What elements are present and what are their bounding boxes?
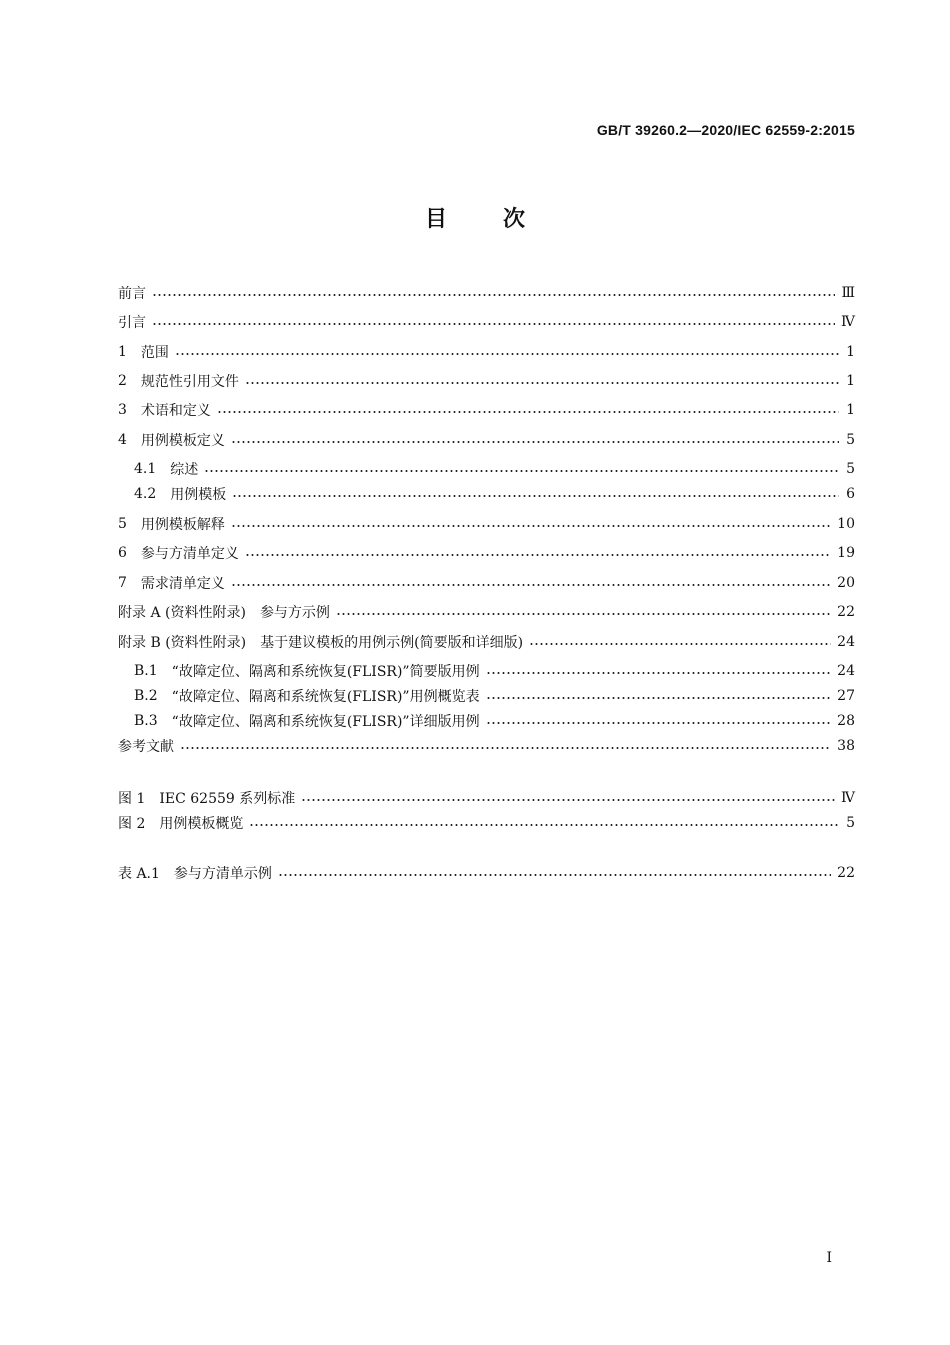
title-char-1: 目 bbox=[424, 207, 447, 232]
toc-entry-label: 基于建议模板的用例示例(简要版和详细版) bbox=[260, 635, 524, 651]
toc-entry-page: 10 bbox=[837, 516, 855, 532]
toc-leader-dots bbox=[217, 411, 839, 413]
toc-entry-scope[interactable] bbox=[118, 341, 855, 363]
toc-entry-label: 前言 bbox=[118, 286, 146, 302]
standard-code: GB/T 39260.2—2020/IEC 62559-2:2015 bbox=[596, 122, 855, 138]
toc-entry-label: 需求清单定义 bbox=[140, 576, 225, 592]
toc-entry-number: 5 bbox=[118, 516, 127, 532]
toc-entry-number: 3 bbox=[118, 402, 127, 418]
toc-entry-page: 27 bbox=[837, 688, 855, 704]
toc-entry-label: 用例模板 bbox=[170, 487, 227, 503]
toc-entry-table-a1[interactable] bbox=[118, 862, 855, 884]
toc-leader-dots bbox=[336, 613, 831, 615]
toc-entry-number: 4 bbox=[118, 432, 127, 448]
toc-entry-number: 图 1 bbox=[118, 791, 146, 807]
toc-entry-label: 引言 bbox=[118, 315, 146, 331]
toc-entry-number: 图 2 bbox=[118, 816, 146, 832]
toc-entry-figure-2[interactable] bbox=[118, 812, 855, 834]
toc-entry-number: 4.1 bbox=[134, 461, 157, 477]
toc-leader-dots bbox=[231, 584, 831, 586]
toc-entry-page: 20 bbox=[837, 575, 855, 591]
toc-entry-label: 参与方示例 bbox=[259, 605, 330, 621]
toc-entry-page: Ⅳ bbox=[841, 314, 855, 330]
toc-leader-dots bbox=[245, 554, 831, 556]
toc-leader-dots bbox=[486, 697, 832, 699]
toc-entry-number: 附录 A (资料性附录) bbox=[118, 605, 246, 621]
toc-leader-dots bbox=[180, 747, 831, 749]
toc-leader-dots bbox=[175, 353, 839, 355]
toc-entry-number: 表 A.1 bbox=[118, 866, 160, 882]
toc-entry-page: 1 bbox=[846, 344, 855, 360]
toc-entry-actor-list[interactable] bbox=[118, 542, 855, 564]
toc-leader-dots bbox=[486, 672, 832, 674]
toc-entry-label: 参与方清单示例 bbox=[173, 866, 272, 882]
toc-entry-annex-b1[interactable] bbox=[134, 660, 855, 682]
toc-entry-annex-a[interactable] bbox=[118, 601, 855, 623]
toc-entry-annex-b2[interactable] bbox=[134, 685, 855, 707]
toc-entry-label: 用例模板定义 bbox=[140, 433, 225, 449]
toc-leader-dots bbox=[204, 470, 839, 472]
toc-entry-annex-b3[interactable] bbox=[134, 710, 855, 732]
toc-entry-page: 22 bbox=[837, 865, 855, 881]
toc-leader-dots bbox=[231, 441, 839, 443]
toc-entry-figure-1[interactable] bbox=[118, 787, 855, 809]
toc-entry-foreword[interactable] bbox=[118, 282, 855, 304]
toc-entry-page: 5 bbox=[846, 815, 855, 831]
toc-entry-number: 4.2 bbox=[134, 486, 157, 502]
toc-entry-number: 附录 B (资料性附录) bbox=[118, 635, 247, 651]
toc-entry-terms-definitions[interactable] bbox=[118, 399, 855, 421]
toc-entry-number: 1 bbox=[118, 344, 127, 360]
toc-entry-page: Ⅲ bbox=[841, 285, 855, 301]
toc-entry-label: 参与方清单定义 bbox=[140, 546, 239, 562]
toc-entry-label: IEC 62559 系列标准 bbox=[159, 791, 296, 807]
toc-entry-overview[interactable] bbox=[134, 458, 855, 480]
toc-entry-label: 术语和定义 bbox=[140, 403, 211, 419]
toc-entry-bibliography[interactable] bbox=[118, 735, 855, 757]
page-title bbox=[0, 202, 950, 233]
toc-entry-annex-b[interactable] bbox=[118, 631, 855, 653]
toc-entry-number: 2 bbox=[118, 373, 127, 389]
toc-entry-page: 22 bbox=[837, 604, 855, 620]
toc-entry-number: 6 bbox=[118, 545, 127, 561]
toc-entry-template-explanation[interactable] bbox=[118, 513, 855, 535]
toc-entry-label: 综述 bbox=[170, 462, 199, 478]
toc-entry-introduction[interactable] bbox=[118, 311, 855, 333]
title-char-2: 次 bbox=[503, 207, 526, 232]
toc-entry-label: 参考文献 bbox=[118, 739, 174, 755]
toc-entry-page: 1 bbox=[846, 402, 855, 418]
toc-leader-dots bbox=[232, 495, 839, 497]
toc-entry-use-case-template-definition[interactable] bbox=[118, 429, 855, 451]
toc-entry-page: 5 bbox=[846, 432, 855, 448]
toc-entry-label: 用例模板解释 bbox=[140, 517, 225, 533]
toc-leader-dots bbox=[249, 824, 839, 826]
toc-leader-dots bbox=[301, 799, 835, 801]
toc-entry-use-case-template[interactable] bbox=[134, 483, 855, 505]
toc-entry-number: 7 bbox=[118, 575, 127, 591]
page-number: I bbox=[826, 1250, 832, 1266]
toc-leader-dots bbox=[486, 722, 832, 724]
toc-entry-page: Ⅳ bbox=[841, 790, 855, 806]
toc-entry-label: “故障定位、隔离和系统恢复(FLISR)”详细版用例 bbox=[171, 714, 480, 730]
toc-entry-page: 28 bbox=[837, 713, 855, 729]
toc-entry-page: 6 bbox=[846, 486, 855, 502]
toc-entry-label: 范围 bbox=[140, 345, 169, 361]
toc-entry-page: 1 bbox=[846, 373, 855, 389]
toc-leader-dots bbox=[529, 643, 831, 645]
toc-entry-label: “故障定位、隔离和系统恢复(FLISR)”用例概览表 bbox=[171, 689, 480, 705]
toc-entry-label: “故障定位、隔离和系统恢复(FLISR)”简要版用例 bbox=[171, 664, 480, 680]
toc-leader-dots bbox=[152, 294, 835, 296]
toc-entry-page: 24 bbox=[837, 634, 855, 650]
toc-entry-page: 38 bbox=[837, 738, 855, 754]
toc-entry-page: 5 bbox=[846, 461, 855, 477]
toc-entry-number: B.3 bbox=[134, 713, 158, 729]
toc-entry-page: 19 bbox=[837, 545, 855, 561]
toc-entry-number: B.2 bbox=[134, 688, 158, 704]
toc-entry-number: B.1 bbox=[134, 663, 158, 679]
toc-leader-dots bbox=[278, 874, 831, 876]
toc-entry-page: 24 bbox=[837, 663, 855, 679]
toc-leader-dots bbox=[152, 323, 835, 325]
toc-entry-label: 用例模板概览 bbox=[159, 816, 244, 832]
toc-entry-label: 规范性引用文件 bbox=[140, 374, 239, 390]
toc-entry-requirements-list[interactable] bbox=[118, 572, 855, 594]
toc-leader-dots bbox=[231, 525, 831, 527]
toc-entry-normative-references[interactable] bbox=[118, 370, 855, 392]
toc-leader-dots bbox=[245, 382, 839, 384]
